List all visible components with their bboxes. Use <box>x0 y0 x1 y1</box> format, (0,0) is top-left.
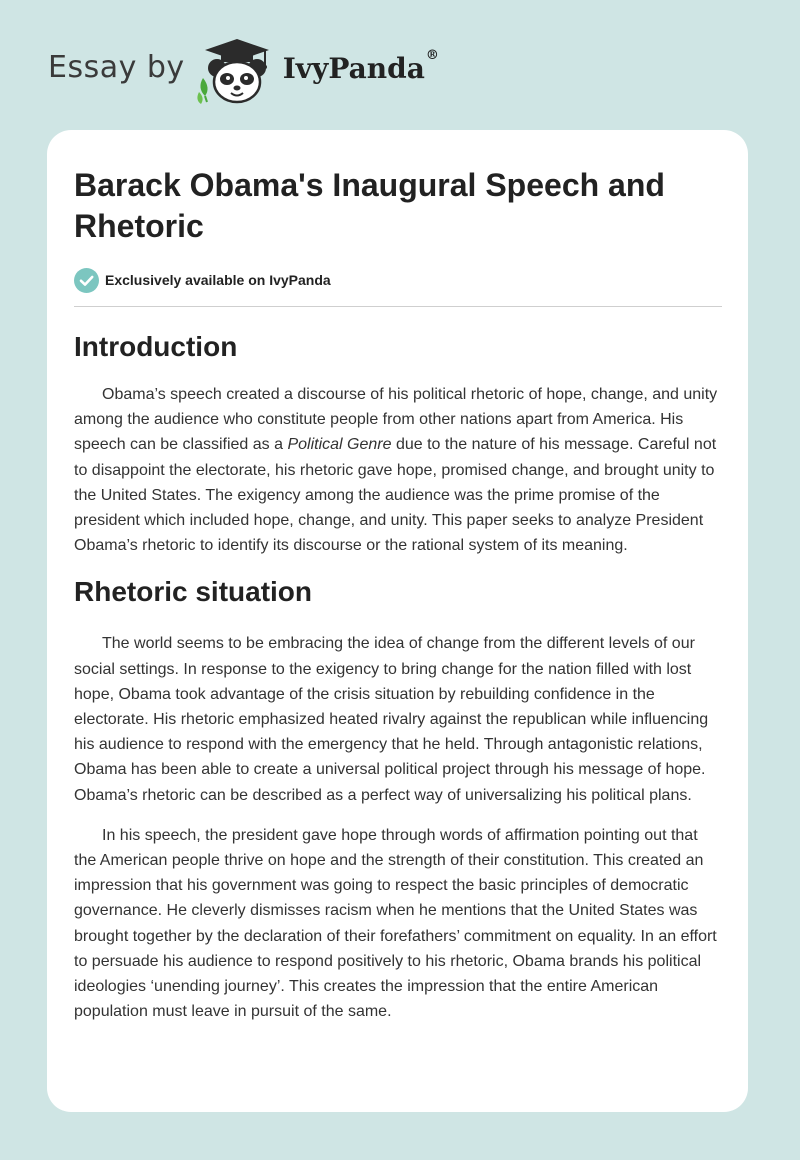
page-title: Barack Obama's Inaugural Speech and Rhetoric <box>74 167 665 244</box>
paragraph-rhetoric-2: In his speech, the president gave hope through words of affirmation pointing out that the American people thrive on hope and the strength of their constitution. This created an impression that his government was going to respect the basic principles of democratic governance. He cleverly dismisses racism when he mentions that the United States was brought together by the declaration of their forefathers’ commitment on equality. In an effort to persuade his audience to respond positively to his rhetoric, Obama brands his political ideologies ‘unending journey’. This creates the impression that the entire American population must leave in pursuit of the same. <box>74 826 717 1021</box>
exclusive-label: Exclusively available on IvyPanda <box>105 272 331 288</box>
paragraph-text: due to the nature of his message. Careful not to disappoint the electorate, his rhetoric gave hope, promised change, and brought unity to the United States. The exigency among the audience was the prime promise of the president which included hope, change, and unity. This paper seeks to analyze President Obama’s rhetoric to identify its discourse or the rational system of its meaning. <box>74 436 717 555</box>
brand-prefix: Essay by <box>48 49 185 85</box>
title-divider <box>74 306 722 307</box>
brand-logo-lockup[interactable] <box>48 36 439 106</box>
panda-mascot-icon <box>195 36 279 106</box>
registered-mark: ® <box>425 47 439 63</box>
section-heading-introduction: Introduction <box>74 331 238 362</box>
exclusive-badge <box>74 267 722 293</box>
paragraph-text: Obama’s speech created a discourse of his political rhetoric of hope, change, and unity among the audience who constitute people from other nations apart from America. His speech can be classified as a <box>74 386 718 454</box>
section-heading-rhetoric-situation: Rhetoric situation <box>74 576 313 608</box>
essay-card <box>47 130 748 1112</box>
emphasized-term: Political Genre <box>287 436 392 454</box>
paragraph-introduction <box>74 382 722 558</box>
paragraph-rhetoric-1: The world seems to be embracing the idea of change from the different levels of our social settings. In response to the exigency to bring change for the nation filled with lost hope, Obama took advantage of the crisis situation by rebuilding confidence in the electorate. His rhetoric emphasized heated rivalry against the republican while influencing his audience to respond with the emergency that he held. Through antagonistic relations, Obama has been able to create a universal political project through his message of hope. Obama’s rhetoric can be described as a perfect way of universalizing his political plans. <box>74 635 709 804</box>
brand-name: IvyPanda® <box>282 47 439 85</box>
check-circle-icon <box>74 268 99 293</box>
